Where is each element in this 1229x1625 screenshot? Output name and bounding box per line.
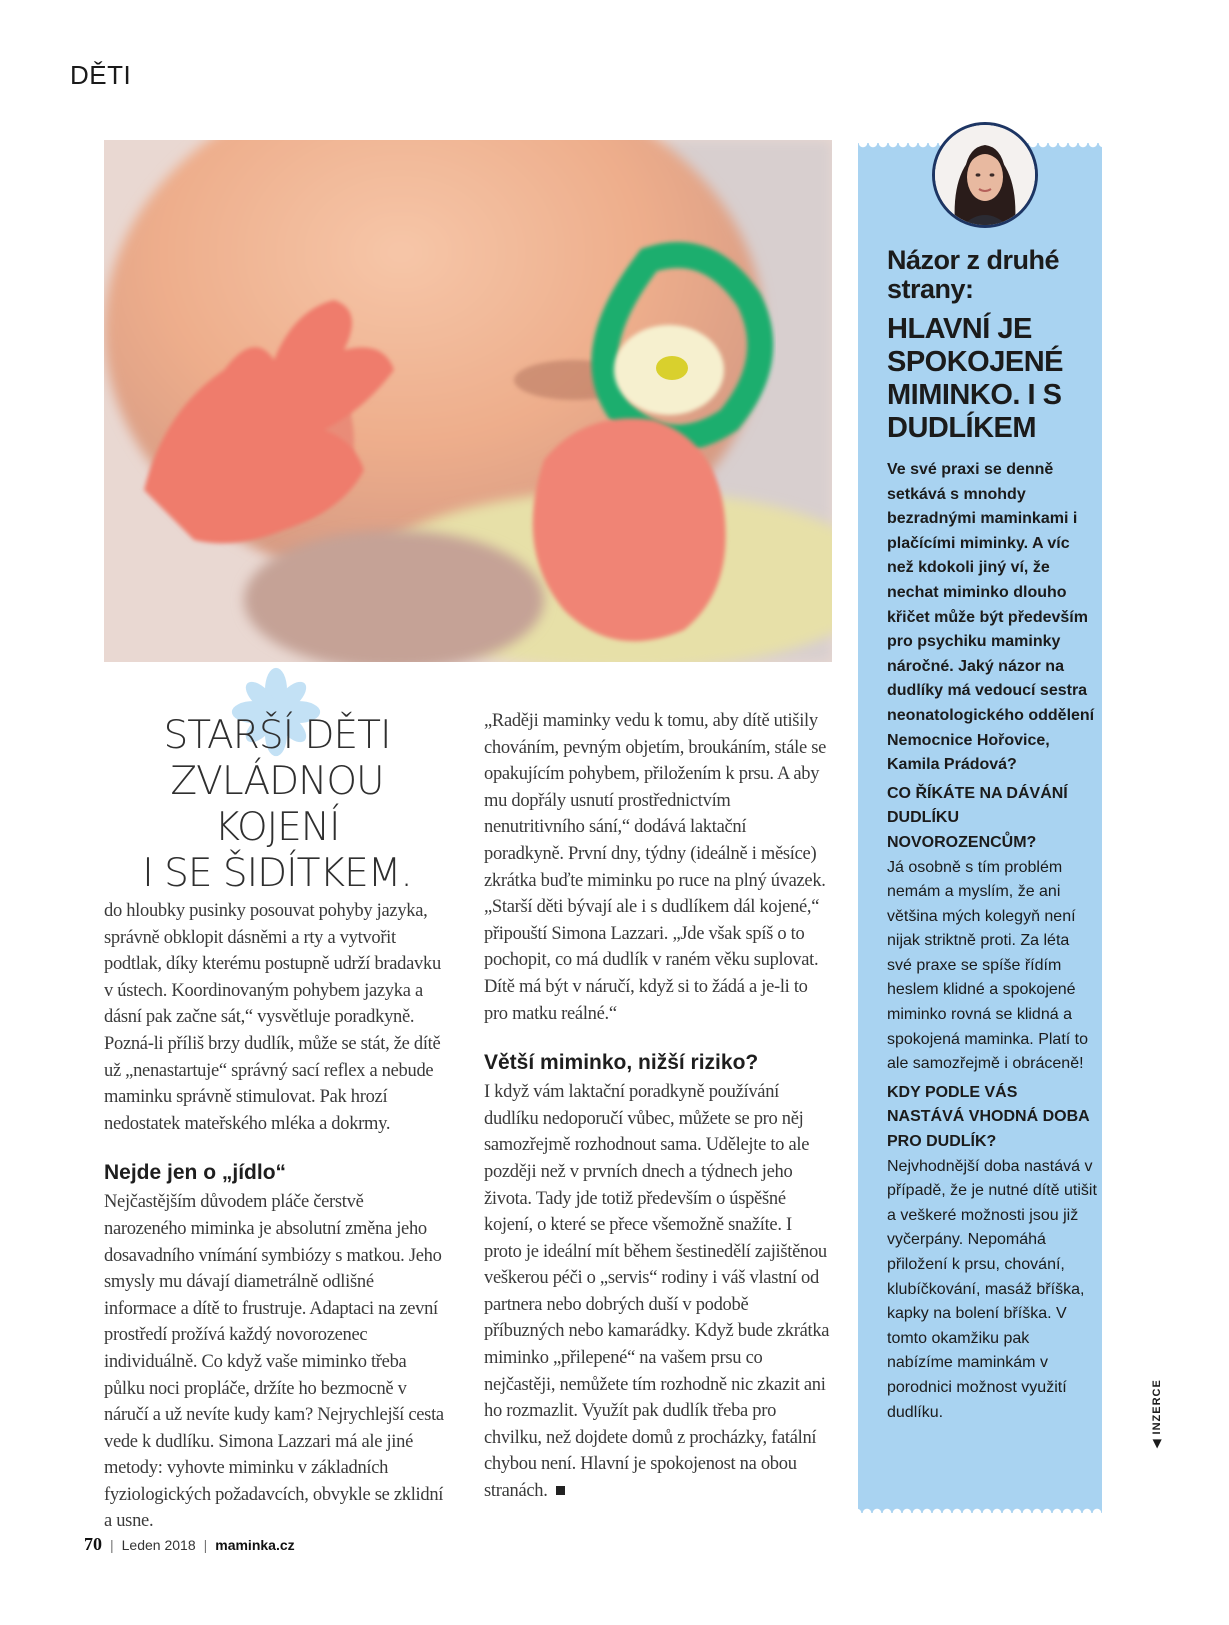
paragraph-text: I když vám laktační poradkyně používání dudlíku nedoporučí vůbec, můžete se pro něj samozřejmě rozhodnout sama. Udělejte to ale později než v prvních dnech a týdnech jeho života. Tady jde totiž především o úspěšné kojení, o které se přece všemožně snažíte. I proto je ideální mít během šestinedělí zajištěnou veškerou péči o „servis“ rodiny i váš vlastní od partnera nebo dobrých duší v podobě příbuzných nebo kamarádky. Když bude zkrátka miminko „přilepené“ na vašem prsu co nejčastěji, nemůžete tím rozhodně nic zkazit ani ho rozmazlit. Využít pak dudlík třeba pro chvilku, než dojdete domů z procházky, fatální chybou není. Hlavní je spokojenost na obou stranách. bbox=[484, 1082, 830, 1502]
issue-date: Leden 2018 bbox=[121, 1537, 196, 1553]
sidebar-body bbox=[887, 458, 1097, 1429]
page-number: 70 bbox=[84, 1534, 102, 1554]
pull-quote-line: ZVLÁDNOU KOJENÍ bbox=[170, 759, 384, 850]
page-footer bbox=[84, 1534, 295, 1555]
paragraph: do hloubky pusinky posouvat pohyby jazyka, správně obklopit dásněmi a rty a vytvořit podtlak, díky kterému postupně udrží bradavku v ústech. Koordinovaným pohybem jazyka a dásní pak začne sát,“ vysvětluje poradkyně. Pozná-li příliš brzy dudlík, může se stát, že dítě už „nenastartuje“ správný sací reflex a nebude maminku správně stimulovat. Pak hrozí nedostatek mateřského mléka a dokrmy. bbox=[104, 901, 441, 1134]
pull-quote-line: I SE ŠIDÍTKEM. bbox=[142, 851, 412, 896]
subheading: Větší miminko, nižší riziko? bbox=[484, 1051, 759, 1075]
ad-label-text: INZERCE bbox=[1151, 1379, 1163, 1435]
triangle-icon: ◀ bbox=[1151, 1438, 1163, 1448]
paragraph bbox=[484, 1079, 830, 1505]
sidebar-answer: Nejvhodnější doba nastává v případě, že je nutné dítě utišit a veškeré možnosti jsou již vyčerpány. Nepomáhá přiložení k prsu, chování, klubíčkování, masáž bříška, kapky na bolení bříška. V tomto okamžiku pak nabízíme maminkám v porodnici možnost využití dudlíku. bbox=[887, 1157, 1097, 1421]
subheading: Nejde jen o „jídlo“ bbox=[104, 1161, 287, 1185]
sidebar-question: CO ŘÍKÁTE NA DÁVÁNÍ DUDLÍKU NOVOROZENCŮM? bbox=[887, 784, 1068, 851]
article-column-2 bbox=[484, 708, 830, 1505]
sidebar-question: KDY PODLE VÁS NASTÁVÁ VHODNÁ DOBA PRO DUDLÍK? bbox=[887, 1083, 1090, 1151]
section-label: DĚTI bbox=[70, 60, 132, 90]
paragraph: Nejčastějším důvodem pláče čerstvě narozeného miminka je absolutní změna jeho dosavadního vnímání symbiózy s matkou. Jeho smysly mu dávají diametrálně odlišné informace a dítě to frustruje. Adaptaci na zevní prostředí prožívá každý novorozenec individuálně. Co když vaše miminko třeba půlku noci propláče, držíte ho bezmocně v náručí a už nevíte kudy kam? Nejrychlejší cesta vede k dudlíku. Simona Lazzari má ale jiné metody: vyhovte miminku v základních fyziologických požadavcích, obvykle se zklidní a usne. bbox=[104, 1192, 444, 1532]
ad-label bbox=[1150, 1368, 1163, 1448]
sidebar-headline: HLAVNÍ JE SPOKOJENÉ MIMINKO. I S DUDLÍKEM bbox=[887, 313, 1063, 444]
sidebar-lead: Ve své praxi se denně setkává s mnohdy bezradnými maminkami i plačícími miminky. A víc než kdokoli jiný ví, že nechat miminko dlouho křičet může být především pro psychiku maminky náročné. Jaký názor na dudlíky má vedoucí sestra neonatologického oddělení Nemocnice Hořovice, Kamila Prádová? bbox=[887, 461, 1095, 774]
paragraph: „Raději maminky vedu k tomu, aby dítě utišily chováním, pevným objetím, broukáním, stále se opakujícím pohybem, přiložením k prsu. A aby mu dopřály usnutí prostřednictvím nenutritivního sání,“ dodává laktační poradkyně. První dny, týdny (ideálně i měsíce) zkrátka buďte miminku po ruce na plný úvazek. „Starší děti bývají ale i s dudlíkem dál kojené,“ připouští Simona Lazzari. „Jde však spíš o to pochopit, co má dudlík v raném věku suplovat. Dítě má být v náručí, když si to žádá a je-li to pro matku reálné.“ bbox=[484, 711, 827, 1024]
brand-name: maminka.cz bbox=[215, 1537, 295, 1553]
separator: | bbox=[203, 1537, 208, 1553]
avatar bbox=[932, 122, 1038, 228]
pull-quote-line: STARŠÍ DĚTI bbox=[163, 713, 391, 758]
separator: | bbox=[110, 1537, 114, 1553]
end-mark-icon bbox=[556, 1486, 565, 1495]
article-column-1 bbox=[104, 898, 450, 1535]
pull-quote bbox=[104, 713, 450, 897]
sidebar-answer: Já osobně s tím problém nemám a myslím, že ani většina mých kolegyň není nijak striktně proti. Za léta své praxe se spíše řídím heslem klidné a spokojené miminko rovná se klidná a spokojená maminka. Platí to ale samozřejmě i obráceně! bbox=[887, 858, 1088, 1073]
baby-photo bbox=[104, 140, 832, 662]
sidebar-kicker: Názor z druhé strany: bbox=[887, 245, 1060, 304]
